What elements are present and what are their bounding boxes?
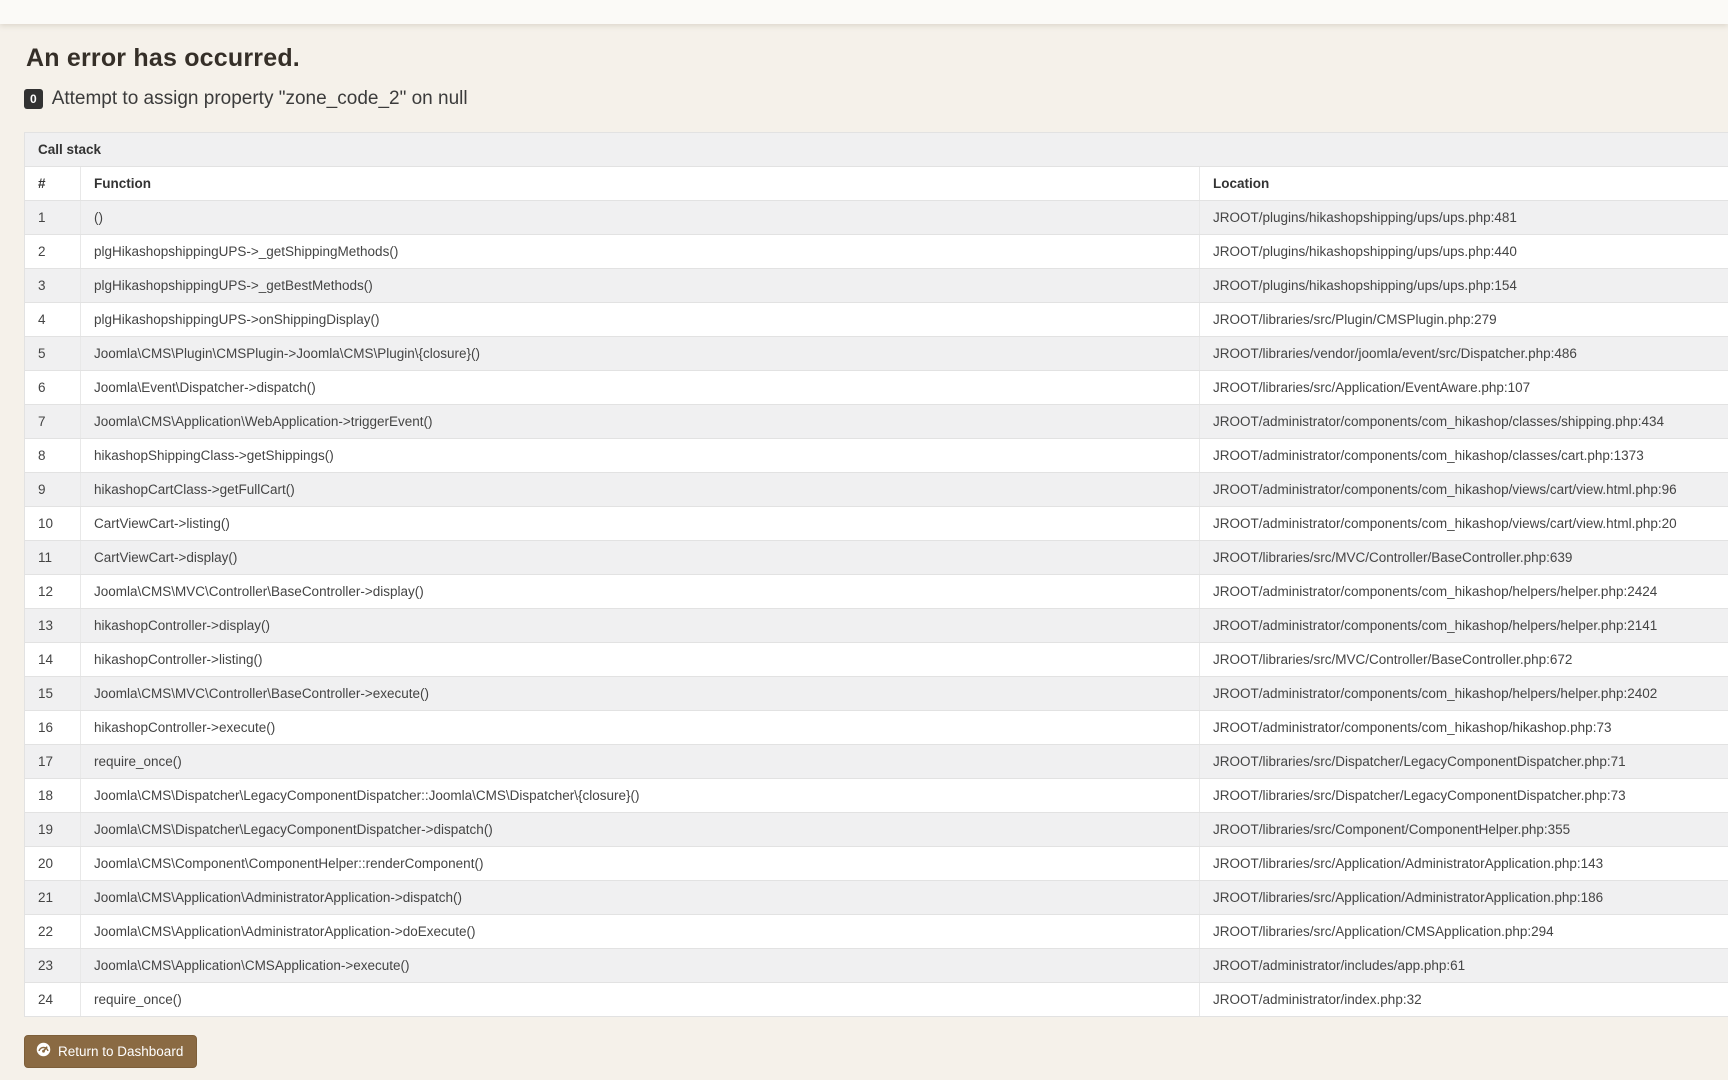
page-title: An error has occurred. bbox=[26, 44, 300, 72]
callstack-row bbox=[25, 711, 1728, 745]
callstack-row bbox=[25, 507, 1728, 541]
error-page bbox=[0, 24, 1728, 1068]
callstack-title-row bbox=[25, 133, 1728, 167]
row-function: Joomla\CMS\Plugin\CMSPlugin->Joomla\CMS\Plugin\{closure}() bbox=[81, 337, 1200, 371]
row-location: JROOT/plugins/hikashopshipping/ups/ups.php:154 bbox=[1200, 269, 1728, 303]
callstack-row bbox=[25, 779, 1728, 813]
row-number: 18 bbox=[25, 779, 81, 813]
gauge-icon bbox=[36, 1042, 51, 1061]
row-number: 13 bbox=[25, 609, 81, 643]
row-number: 14 bbox=[25, 643, 81, 677]
row-function: hikashopCartClass->getFullCart() bbox=[81, 473, 1200, 507]
row-number: 24 bbox=[25, 983, 81, 1017]
row-location: JROOT/administrator/components/com_hikashop/views/cart/view.html.php:96 bbox=[1200, 473, 1728, 507]
callstack-row bbox=[25, 677, 1728, 711]
row-function: plgHikashopshippingUPS->_getBestMethods() bbox=[81, 269, 1200, 303]
row-location: JROOT/plugins/hikashopshipping/ups/ups.php:440 bbox=[1200, 235, 1728, 269]
row-function: Joomla\Event\Dispatcher->dispatch() bbox=[81, 371, 1200, 405]
row-location: JROOT/administrator/components/com_hikashop/classes/cart.php:1373 bbox=[1200, 439, 1728, 473]
row-function: plgHikashopshippingUPS->onShippingDisplay() bbox=[81, 303, 1200, 337]
row-location: JROOT/libraries/src/Dispatcher/LegacyComponentDispatcher.php:73 bbox=[1200, 779, 1728, 813]
callstack-row bbox=[25, 473, 1728, 507]
row-function: hikashopShippingClass->getShippings() bbox=[81, 439, 1200, 473]
row-number: 20 bbox=[25, 847, 81, 881]
row-number: 2 bbox=[25, 235, 81, 269]
row-function: plgHikashopshippingUPS->_getShippingMethods() bbox=[81, 235, 1200, 269]
row-location: JROOT/administrator/index.php:32 bbox=[1200, 983, 1728, 1017]
row-number: 23 bbox=[25, 949, 81, 983]
row-location: JROOT/administrator/components/com_hikashop/helpers/helper.php:2424 bbox=[1200, 575, 1728, 609]
row-location: JROOT/libraries/src/Plugin/CMSPlugin.php:279 bbox=[1200, 303, 1728, 337]
row-number: 16 bbox=[25, 711, 81, 745]
row-number: 3 bbox=[25, 269, 81, 303]
row-number: 6 bbox=[25, 371, 81, 405]
row-number: 11 bbox=[25, 541, 81, 575]
row-function: Joomla\CMS\MVC\Controller\BaseController->display() bbox=[81, 575, 1200, 609]
callstack-row bbox=[25, 575, 1728, 609]
callstack-row bbox=[25, 201, 1728, 235]
callstack-row bbox=[25, 303, 1728, 337]
callstack-row bbox=[25, 813, 1728, 847]
row-number: 10 bbox=[25, 507, 81, 541]
row-function: CartViewCart->listing() bbox=[81, 507, 1200, 541]
callstack-row bbox=[25, 439, 1728, 473]
row-function: Joomla\CMS\Dispatcher\LegacyComponentDispatcher->dispatch() bbox=[81, 813, 1200, 847]
row-function: hikashopController->listing() bbox=[81, 643, 1200, 677]
row-number: 17 bbox=[25, 745, 81, 779]
callstack-row bbox=[25, 881, 1728, 915]
callstack-body bbox=[25, 201, 1728, 1017]
row-number: 19 bbox=[25, 813, 81, 847]
callstack-row bbox=[25, 405, 1728, 439]
row-function: require_once() bbox=[81, 745, 1200, 779]
row-location: JROOT/libraries/src/Application/AdministratorApplication.php:143 bbox=[1200, 847, 1728, 881]
row-location: JROOT/libraries/src/Application/AdministratorApplication.php:186 bbox=[1200, 881, 1728, 915]
row-location: JROOT/administrator/components/com_hikashop/helpers/helper.php:2141 bbox=[1200, 609, 1728, 643]
callstack-title: Call stack bbox=[25, 133, 1728, 167]
row-function: hikashopController->display() bbox=[81, 609, 1200, 643]
callstack-row bbox=[25, 235, 1728, 269]
row-location: JROOT/administrator/components/com_hikashop/helpers/helper.php:2402 bbox=[1200, 677, 1728, 711]
column-header-number: # bbox=[25, 167, 81, 201]
row-function: require_once() bbox=[81, 983, 1200, 1017]
callstack-row bbox=[25, 847, 1728, 881]
callstack-header-row bbox=[25, 167, 1728, 201]
row-location: JROOT/administrator/components/com_hikashop/views/cart/view.html.php:20 bbox=[1200, 507, 1728, 541]
callstack-table-wrap bbox=[24, 132, 1728, 1017]
row-function: Joomla\CMS\MVC\Controller\BaseController->execute() bbox=[81, 677, 1200, 711]
callstack-row bbox=[25, 269, 1728, 303]
callstack-row bbox=[25, 983, 1728, 1017]
callstack-row bbox=[25, 745, 1728, 779]
row-number: 5 bbox=[25, 337, 81, 371]
row-number: 22 bbox=[25, 915, 81, 949]
row-location: JROOT/libraries/vendor/joomla/event/src/Dispatcher.php:486 bbox=[1200, 337, 1728, 371]
row-number: 4 bbox=[25, 303, 81, 337]
callstack-row bbox=[25, 541, 1728, 575]
row-location: JROOT/libraries/src/MVC/Controller/BaseController.php:639 bbox=[1200, 541, 1728, 575]
row-location: JROOT/administrator/includes/app.php:61 bbox=[1200, 949, 1728, 983]
callstack-row bbox=[25, 609, 1728, 643]
callstack-row bbox=[25, 949, 1728, 983]
error-message-line bbox=[24, 88, 1728, 110]
row-function: () bbox=[81, 201, 1200, 235]
error-code-badge: 0 bbox=[24, 89, 43, 109]
return-to-dashboard-label: Return to Dashboard bbox=[58, 1043, 184, 1059]
row-location: JROOT/plugins/hikashopshipping/ups/ups.php:481 bbox=[1200, 201, 1728, 235]
top-bar bbox=[0, 0, 1728, 24]
row-location: JROOT/libraries/src/Application/CMSApplication.php:294 bbox=[1200, 915, 1728, 949]
row-function: Joomla\CMS\Application\AdministratorApplication->dispatch() bbox=[81, 881, 1200, 915]
row-function: Joomla\CMS\Dispatcher\LegacyComponentDispatcher::Joomla\CMS\Dispatcher\{closure}() bbox=[81, 779, 1200, 813]
row-location: JROOT/libraries/src/Component/ComponentHelper.php:355 bbox=[1200, 813, 1728, 847]
row-location: JROOT/administrator/components/com_hikashop/classes/shipping.php:434 bbox=[1200, 405, 1728, 439]
row-location: JROOT/libraries/src/MVC/Controller/BaseController.php:672 bbox=[1200, 643, 1728, 677]
row-number: 1 bbox=[25, 201, 81, 235]
row-number: 12 bbox=[25, 575, 81, 609]
row-location: JROOT/libraries/src/Dispatcher/LegacyComponentDispatcher.php:71 bbox=[1200, 745, 1728, 779]
row-function: Joomla\CMS\Application\WebApplication->triggerEvent() bbox=[81, 405, 1200, 439]
row-number: 9 bbox=[25, 473, 81, 507]
error-message-text: Attempt to assign property "zone_code_2" on null bbox=[51, 88, 468, 109]
row-number: 7 bbox=[25, 405, 81, 439]
row-function: CartViewCart->display() bbox=[81, 541, 1200, 575]
column-header-location: Location bbox=[1200, 167, 1728, 201]
row-function: Joomla\CMS\Component\ComponentHelper::renderComponent() bbox=[81, 847, 1200, 881]
callstack-row bbox=[25, 915, 1728, 949]
row-location: JROOT/administrator/components/com_hikashop/hikashop.php:73 bbox=[1200, 711, 1728, 745]
callstack-row bbox=[25, 643, 1728, 677]
row-function: Joomla\CMS\Application\AdministratorApplication->doExecute() bbox=[81, 915, 1200, 949]
callstack-table bbox=[24, 132, 1728, 1017]
row-number: 21 bbox=[25, 881, 81, 915]
row-location: JROOT/libraries/src/Application/EventAware.php:107 bbox=[1200, 371, 1728, 405]
row-number: 8 bbox=[25, 439, 81, 473]
row-function: Joomla\CMS\Application\CMSApplication->execute() bbox=[81, 949, 1200, 983]
row-function: hikashopController->execute() bbox=[81, 711, 1200, 745]
column-header-function: Function bbox=[81, 167, 1200, 201]
callstack-row bbox=[25, 337, 1728, 371]
row-number: 15 bbox=[25, 677, 81, 711]
callstack-row bbox=[25, 371, 1728, 405]
return-to-dashboard-button[interactable] bbox=[24, 1035, 197, 1068]
